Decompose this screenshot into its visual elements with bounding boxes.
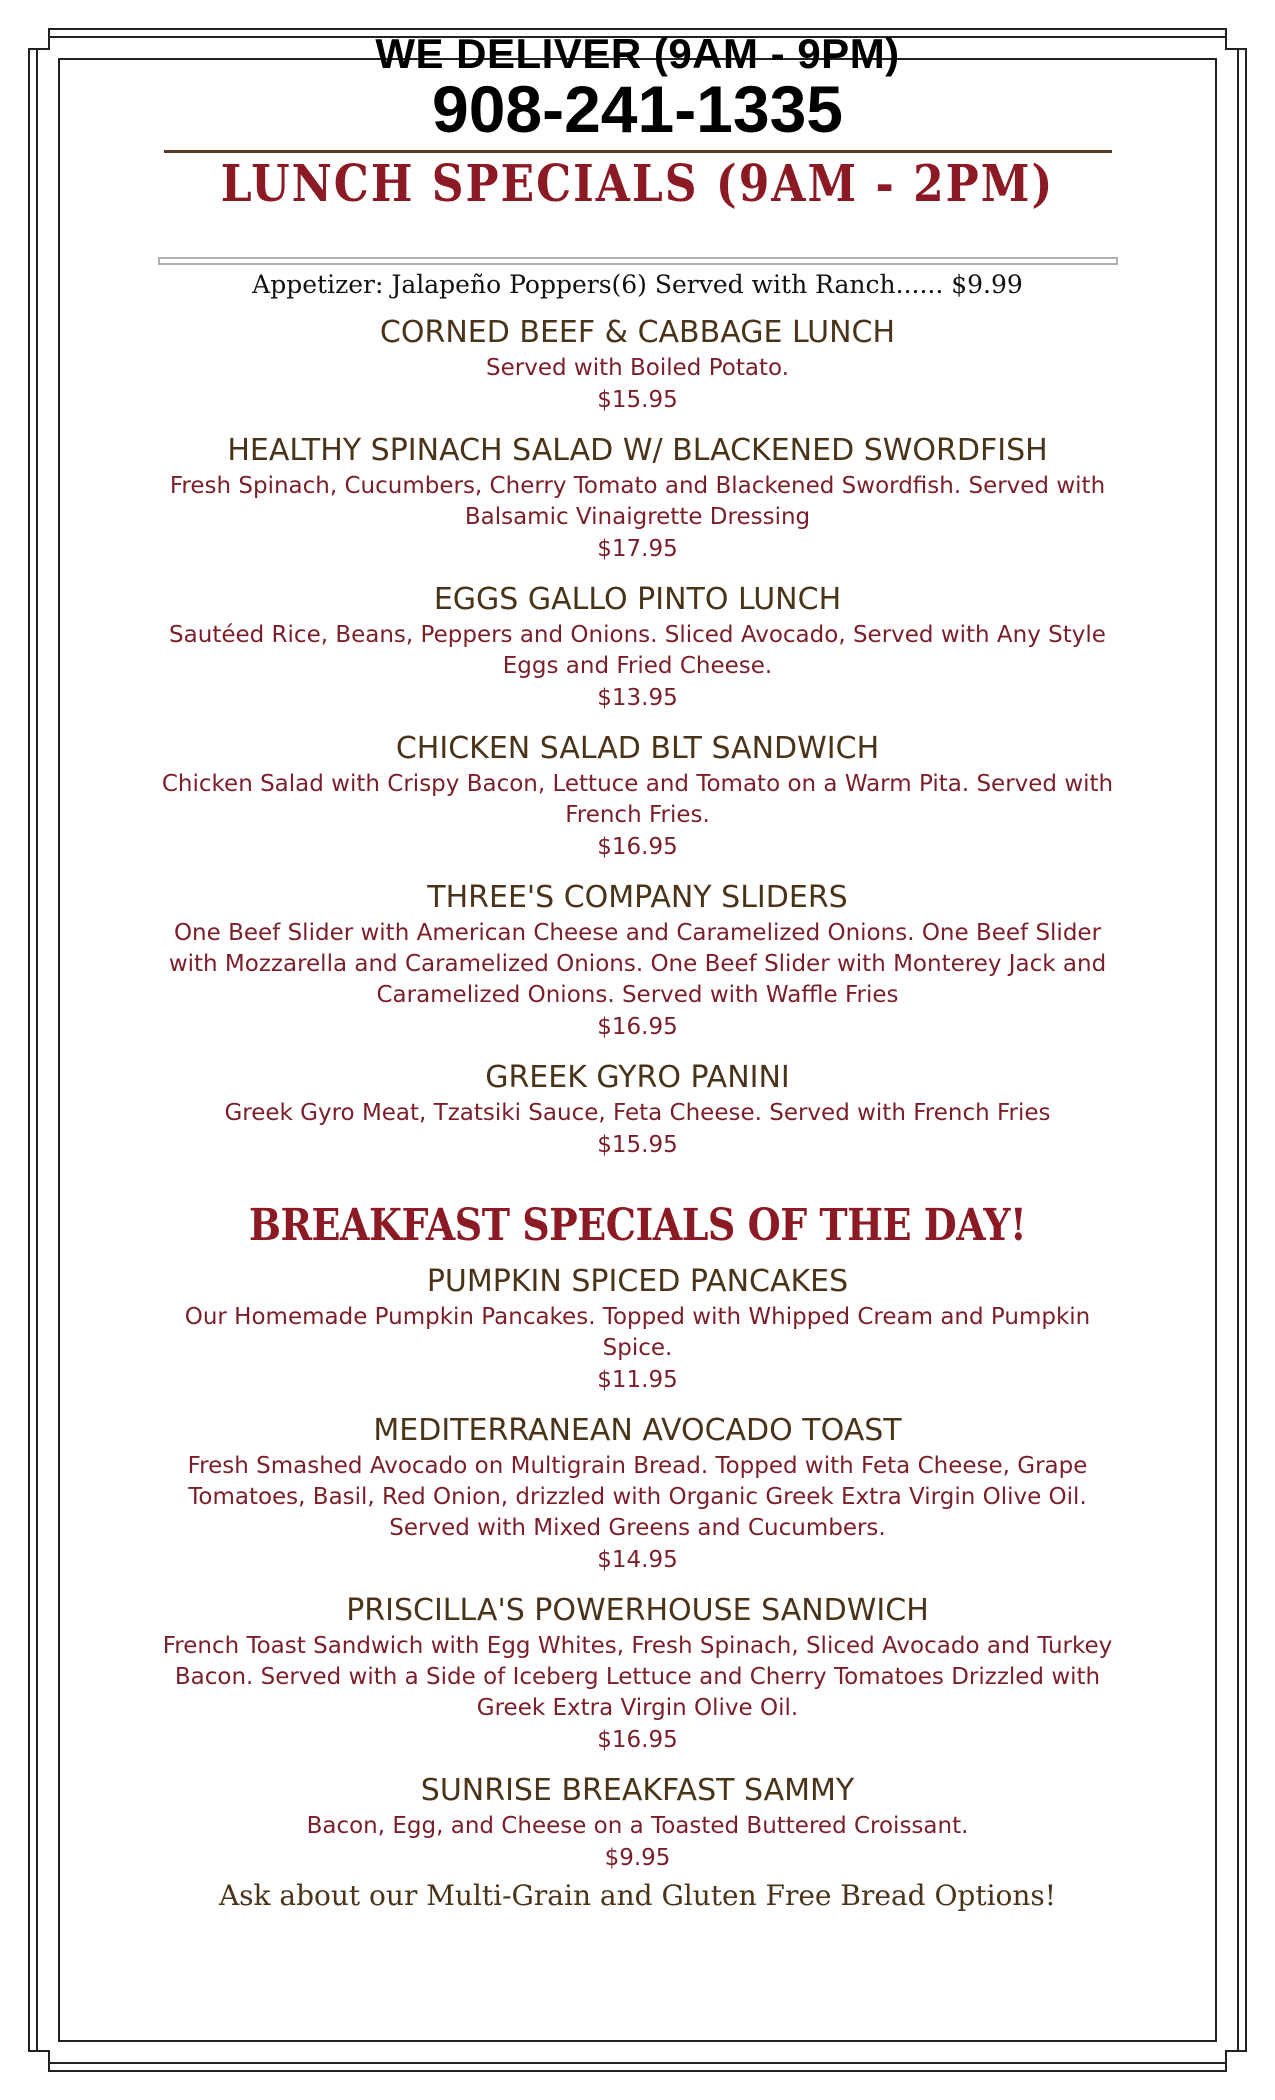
bread-options-note: Ask about our Multi-Grain and Gluten Free Bread Options! <box>218 1879 1057 1912</box>
item-price: $15.95 <box>597 1132 678 1158</box>
item-description: Fresh Smashed Avocado on Multigrain Bread. Topped with Feta Cheese, Grape Tomatoes, Basil, Red Onion, drizzled with Organic Greek Extra Virgin Olive Oil. Served with Mixed Greens and Cucumbers. <box>187 1453 1088 1541</box>
item-name: CORNED BEEF & CABBAGE LUNCH <box>379 315 896 350</box>
item-price: $13.95 <box>597 685 678 711</box>
item-name: SUNRISE BREAKFAST SAMMY <box>420 1773 855 1808</box>
item-name: PRISCILLA'S POWERHOUSE SANDWICH <box>346 1593 929 1628</box>
item-price: $16.95 <box>597 834 678 860</box>
delivery-hours: WE DELIVER (9AM - 9PM) <box>375 30 900 77</box>
item-description: One Beef Slider with American Cheese and Caramelized Onions. One Beef Slider with Mozzarella and Caramelized Onions. One Beef Slider with Monterey Jack and Caramelized Onions. Served with Waffle Fries <box>168 920 1107 1008</box>
item-description: Greek Gyro Meat, Tzatsiki Sauce, Feta Cheese. Served with French Fries <box>224 1100 1051 1126</box>
item-name: EGGS GALLO PINTO LUNCH <box>433 582 842 617</box>
item-name: THREE'S COMPANY SLIDERS <box>427 880 848 915</box>
item-name: HEALTHY SPINACH SALAD W/ BLACKENED SWORDFISH <box>227 433 1048 468</box>
item-price: $15.95 <box>597 387 678 413</box>
menu-item <box>60 1058 1215 1162</box>
item-name: CHICKEN SALAD BLT SANDWICH <box>395 731 880 766</box>
item-name: GREEK GYRO PANINI <box>485 1060 790 1095</box>
menu-item <box>60 878 1215 1044</box>
breakfast-items-list <box>60 1262 1215 1875</box>
menu-item <box>60 729 1215 864</box>
item-description: Served with Boiled Potato. <box>486 355 789 381</box>
item-price: $9.95 <box>604 1845 671 1871</box>
lunch-items-list <box>60 313 1215 1162</box>
item-description: Bacon, Egg, and Cheese on a Toasted Buttered Croissant. <box>306 1813 969 1839</box>
item-price: $11.95 <box>597 1367 678 1393</box>
menu-content <box>60 30 1215 1915</box>
breakfast-specials-title: BREAKFAST SPECIALS OF THE DAY! <box>248 1198 1027 1251</box>
menu-item <box>60 1771 1215 1875</box>
frame-corner-bottom-left <box>28 2050 50 2072</box>
menu-item <box>60 1262 1215 1397</box>
item-description: Chicken Salad with Crispy Bacon, Lettuce and Tomato on a Warm Pita. Served with French Fries. <box>161 771 1114 828</box>
item-name: PUMPKIN SPICED PANCAKES <box>426 1264 849 1299</box>
menu-item <box>60 431 1215 566</box>
frame-corner-top-right <box>1225 28 1247 50</box>
item-price: $17.95 <box>597 536 678 562</box>
menu-item <box>60 313 1215 417</box>
item-description: Our Homemade Pumpkin Pancakes. Topped with Whipped Cream and Pumpkin Spice. <box>184 1304 1091 1361</box>
menu-item <box>60 1591 1215 1757</box>
menu-item <box>60 580 1215 715</box>
item-description: French Toast Sandwich with Egg Whites, Fresh Spinach, Sliced Avocado and Turkey Bacon. Served with a Side of Iceberg Lettuce and Cherry Tomatoes Drizzled with Greek Extra Virgin Olive Oil. <box>162 1633 1113 1721</box>
lunch-specials-title: LUNCH SPECIALS (9AM - 2PM) <box>220 155 1055 214</box>
item-description: Sautéed Rice, Beans, Peppers and Onions. Sliced Avocado, Served with Any Style Eggs and Fried Cheese. <box>169 622 1106 679</box>
phone-number: 908-241-1335 <box>431 72 844 146</box>
frame-corner-bottom-right <box>1225 2050 1247 2072</box>
section-divider <box>158 257 1118 265</box>
item-price: $14.95 <box>597 1547 678 1573</box>
menu-item <box>60 1411 1215 1577</box>
item-price: $16.95 <box>597 1727 678 1753</box>
appetizer-line: Appetizer: Jalapeño Poppers(6) Served with Ranch...... $9.99 <box>252 270 1023 299</box>
item-description: Fresh Spinach, Cucumbers, Cherry Tomato and Blackened Swordfish. Served with Balsamic Vinaigrette Dressing <box>169 473 1106 530</box>
frame-corner-top-left <box>28 28 50 50</box>
item-name: MEDITERRANEAN AVOCADO TOAST <box>373 1413 902 1448</box>
item-price: $16.95 <box>597 1014 678 1040</box>
